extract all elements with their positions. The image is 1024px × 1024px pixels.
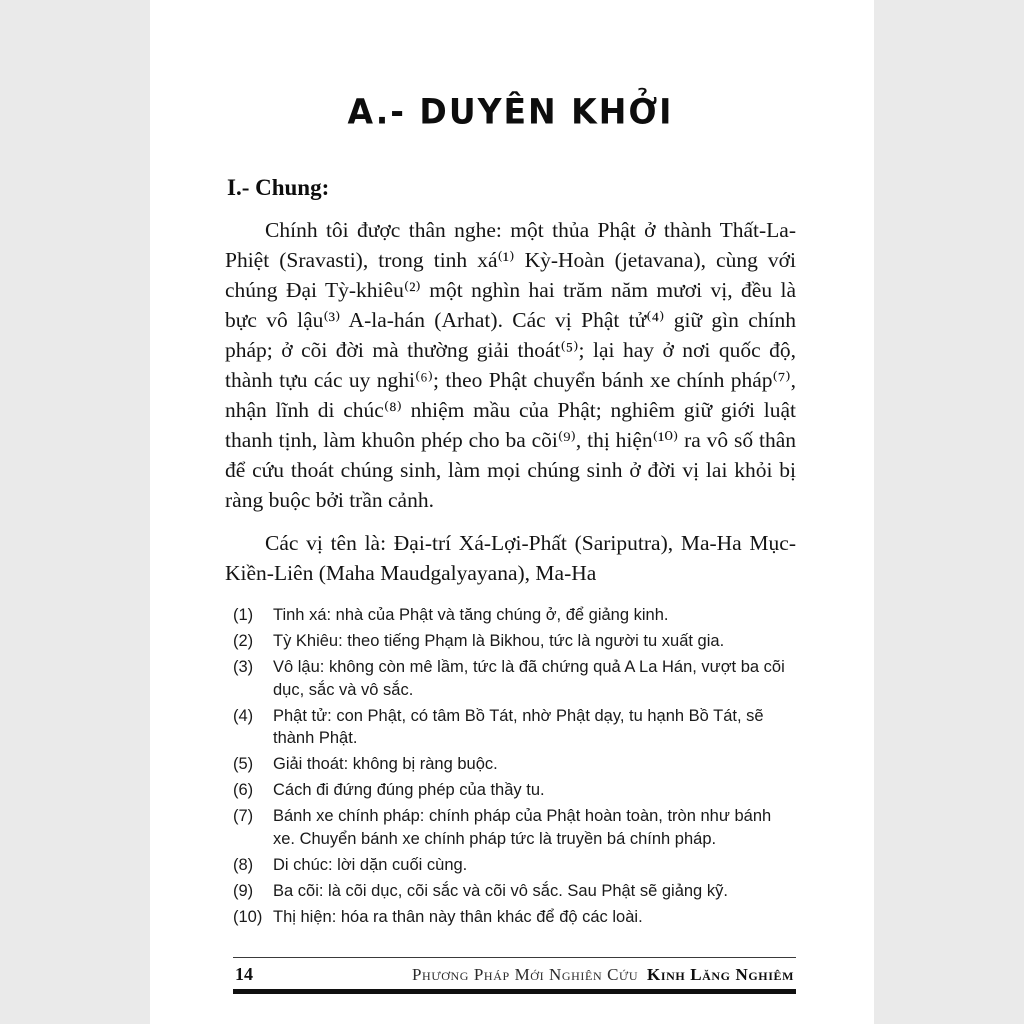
footer-row xyxy=(233,962,796,989)
footer-rule-thick xyxy=(233,989,796,994)
footnote xyxy=(233,630,796,653)
footnotes-section xyxy=(233,604,796,932)
footnote xyxy=(233,753,796,776)
running-title xyxy=(412,965,794,985)
footnote-number: (8) xyxy=(233,855,254,874)
footnote xyxy=(233,805,796,850)
footnote-number: (2) xyxy=(233,632,254,650)
book-title: Kinh Lăng Nghiêm xyxy=(647,965,794,984)
footnote-number: (4) xyxy=(233,706,254,725)
footnote-text: Tinh xá: nhà của Phật và tăng chúng ở, để giảng kinh. xyxy=(273,606,669,624)
footnote xyxy=(233,854,796,877)
footnote-number: (1) xyxy=(233,606,254,624)
footnote xyxy=(233,705,796,750)
section-heading: I.- Chung: xyxy=(227,175,330,200)
footnote xyxy=(233,604,796,627)
footnote-text: Thị hiện: hóa ra thân này thân khác để độ các loài. xyxy=(273,907,643,926)
footnote-text: Vô lậu: không còn mê lầm, tức là đã chứng quả A La Hán, vượt ba cõi dục, sắc và vô sắc. xyxy=(273,658,785,699)
page-footer xyxy=(233,957,796,994)
footnote-number: (10) xyxy=(233,907,263,926)
footnote-number: (3) xyxy=(233,658,254,676)
footnote-text: Cách đi đứng đúng phép của thầy tu. xyxy=(273,781,545,799)
body-paragraph-2: Các vị tên là: Đại-trí Xá-Lợi-Phất (Sariputra), Ma-Ha Mục- Kiền-Liên (Maha Maudgalyayana), Ma-Ha xyxy=(225,531,796,585)
footnote xyxy=(233,656,796,701)
footnote-text: Bánh xe chính pháp: chính pháp của Phật hoàn toàn, tròn như bánh xe. Chuyển bánh xe chính pháp tức là truyền bá chính pháp. xyxy=(273,807,772,848)
footnote-number: (6) xyxy=(233,781,254,799)
footer-rule-thin xyxy=(233,957,796,958)
footnote-text: Ba cõi: là cõi dục, cõi sắc và cõi vô sắc. Sau Phật sẽ giảng kỹ. xyxy=(273,881,728,900)
footnote-text: Di chúc: lời dặn cuối cùng. xyxy=(273,855,468,874)
running-title-text: Phương Pháp Mới Nghiên Cứu xyxy=(412,965,639,984)
footnote-number: (9) xyxy=(233,881,254,900)
body-paragraph-1: Chính tôi được thân nghe: một thủa Phật ở thành Thất-La- Phiệt (Sravasti), trong tinh xá⁽¹⁾ Kỳ-Hoàn (jetavana), cùng với chúng Đại Tỳ-khiêu⁽²⁾ một nghìn hai trăm năm mươi vị, đều là bực vô lậu⁽³⁾ A-la-hán (Arhat). Các vị Phật tử⁽⁴⁾ giữ gìn chính pháp; ở cõi đời mà thường giải thoát⁽⁵⁾; lại hay ở nơi quốc độ, thành tựu các uy nghi⁽⁶⁾; theo Phật chuyển bánh xe chính pháp⁽⁷⁾, nhận lĩnh di chúc⁽⁸⁾ nhiệm mầu của Phật; nghiêm giữ giới luật thanh tịnh, làm khuôn phép cho ba cõi⁽⁹⁾, thị hiện⁽¹⁰⁾ ra vô số thân để cứu thoát chúng sinh, làm mọi chúng sinh ở đời vị lai khỏi bị ràng buộc bởi trần cảnh. xyxy=(225,218,796,512)
footnote-text: Tỳ Khiêu: theo tiếng Phạm là Bikhou, tức là người tu xuất gia. xyxy=(273,632,725,650)
footnote xyxy=(233,779,796,802)
page-number: 14 xyxy=(235,964,253,984)
footnote-number: (5) xyxy=(233,755,254,773)
footnote-text: Phật tử: con Phật, có tâm Bồ Tát, nhờ Phật dạy, tu hạnh Bồ Tát, sẽ thành Phật. xyxy=(273,706,764,747)
footnote-number: (7) xyxy=(233,807,254,825)
footnote xyxy=(233,906,796,929)
chapter-title: A.- DUYÊN KHỞI xyxy=(347,91,674,132)
footnote xyxy=(233,880,796,903)
book-page xyxy=(150,0,874,1024)
footnote-text: Giải thoát: không bị ràng buộc. xyxy=(273,755,498,773)
